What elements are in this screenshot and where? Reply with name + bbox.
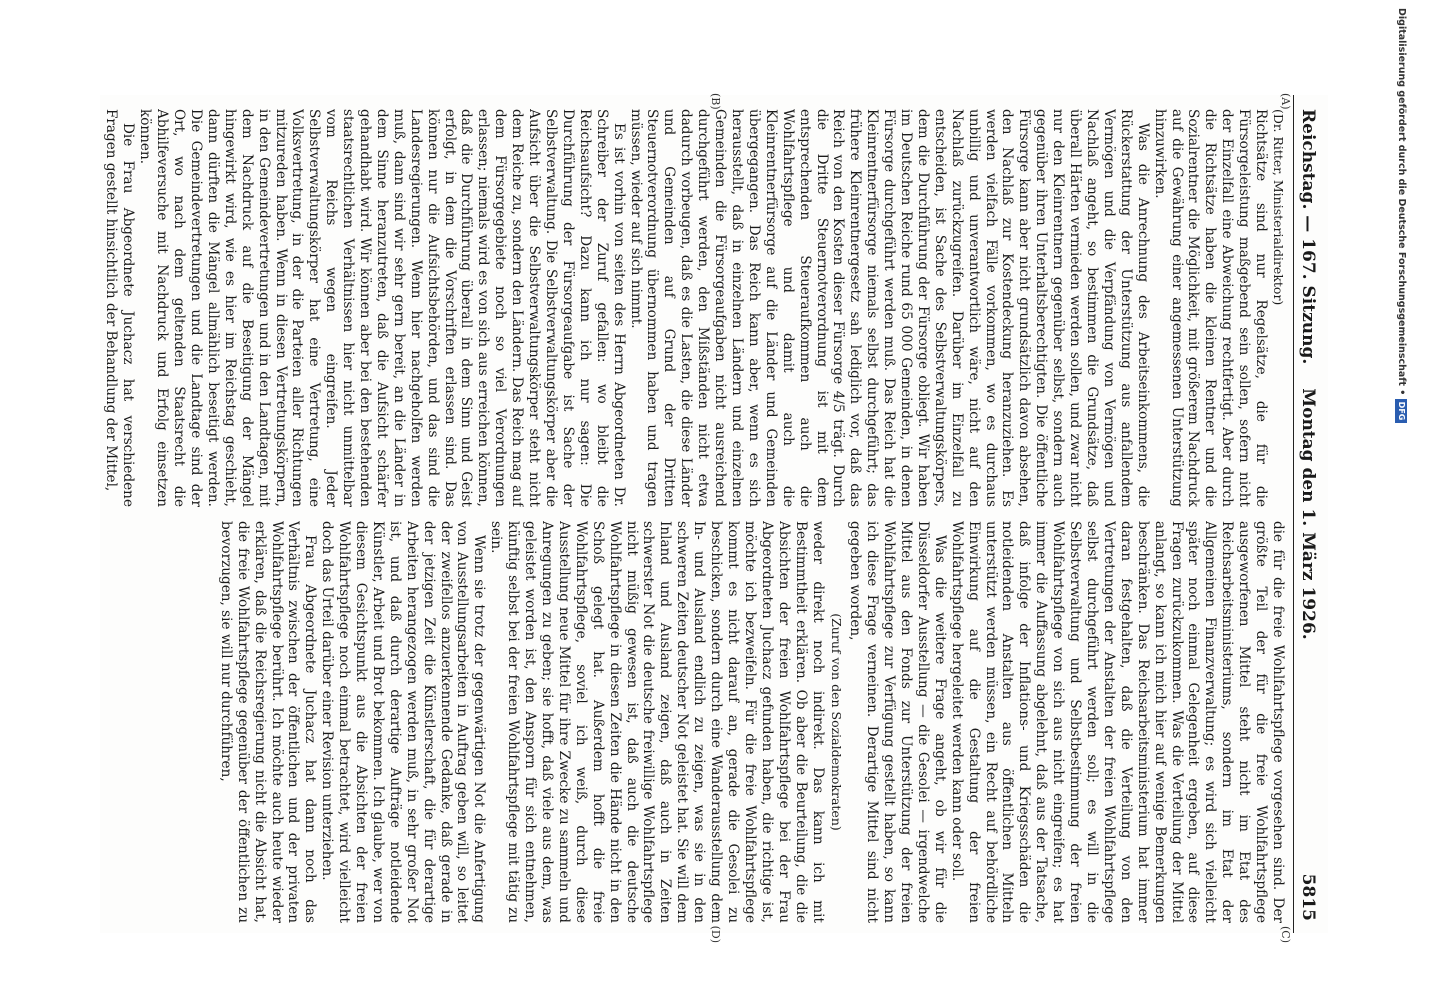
paragraph: Es ist vorhin von seiten des Herrn Abgeordneten Dr. Schreiber der Zuruf gefallen: wo bleibt die Reichsaufsicht? Dazu kann ich nur sagen: Die Durchführung der Fürsorgeaufgabe ist Sache der Selbstverwaltung. Die Selbstverwaltungskörper aber die Aufsicht über die Selbstverwaltungskörper steht nicht dem Reiche zu, sondern den Ländern. Das Reich mag auf dem Fürsorgegebiete noch so viel Verordnungen erlassen; niemals wird es von sich aus erreichen können, daß die Durchführung überall in dem Sinn und Geist erfolgt, in dem die Vorschriften erlassen sind. Das können nur die Aufsichtsbehörden, und das sind die Landesregierungen. Wenn hier nachgeholfen werden muß, dann sind wir sehr gern bereit, an die Länder in dem Sinne heranzutreten, daß die Aufsicht schärfer gehandhabt wird. Wir können aber bei den bestehenden staatsrechtlichen Verhältnissen hier nicht unmittelbar vom Reichs wegen eingreifen. Jeder Selbstverwaltungskörper hat eine Vertretung, eine Volksvertretung, in der die Parteien aller Richtungen mitzureden haben. Wenn in diesen Vertretungskörpern, in den Gemeindevertretungen und in den Landtagen, mit dem Nachdruck auf die Beseitigung der Mängel hingewirkt wird, wie es hier im Reichstag geschieht, dann dürften die Mängel allmählich beseitigt werden. Die Gemeindevertretungen und die Landtage sind der Ort, wo nach dem geltenden Staatsrecht die Abhilfeversuche mit Nachdruck und Erfolg einsetzen können. [137, 109, 627, 507]
margin-marker-c: (C) [1279, 926, 1292, 943]
paragraph: die für die freie Wohlfahrtspflege vorgesehen sind. Der größte Teil der für die freie Wohlfahrtspflege ausgeworfenen Mittel steht nicht im Etat des Reichsarbeitsministeriums, sondern im Etat der Allgemeinen Finanzverwaltung; es wird sich vielleicht später noch einmal Gelegenheit ergeben, auf diese Fragen zurückzukommen. Was die Verteilung der Mittel anlangt, so kann ich mich hier auf wenige Bemerkungen beschränken. Das Reichsarbeitsministerium hat immer daran festgehalten, daß die Verteilung von den Vertretungen der Anstalten der freien Wohlfahrtspflege selbst durchgeführt werden soll; es will in die Selbstverwaltung und Selbstbestimmung der freien Wohlfahrtspflege von sich aus nicht eingreifen; es hat immer die Auffassung abgelehnt, daß aus der Tatsache, daß infolge der Inflations- und Kriegsschäden die notleidenden Anstalten aus öffentlichen Mitteln unterstützt werden müssen, ein Recht auf behördliche Einwirkung auf die Gestaltung der freien Wohlfahrtspflege hergeleitet werden kann oder soll. [948, 521, 1286, 923]
paragraph: Die Frau Abgeordnete Juchacz hat verschiedene Fragen gestellt hinsichtlich der Behandlung der Mittel, [103, 109, 137, 507]
right-column [102, 521, 1286, 923]
header-session: Reichstag. — 167. Sitzung. [1298, 109, 1318, 365]
left-column [102, 109, 1286, 507]
dfg-logo: DFG [1396, 399, 1408, 424]
paragraph: Frau Abgeordnete Juchacz hat dann noch das Verhältnis zwischen der öffentlichen und der privaten Wohlfahrtspflege berührt. Ich möchte auch heute wieder erklären, daß die Reichsregierung nicht die Absicht hat, die freie Wohlfahrtspflege gegenüber der öffentlichen zu bevorzugen, sie will nur durchführen, [217, 521, 319, 923]
paragraph: Richtsätze sind nur Regelsätze, die für die Fürsorgeleistung maßgebend sein sollen, sofern nicht der Einzelfall eine Abweichung rechtfertigt. Aber durch die Richtsätze haben die kleinen Rentner und die Sozialrentner die Möglichkeit, mit größerem Nachdruck auf die Gewährung einer angemessenen Unterstützung hinzuwirken. [1151, 109, 1270, 507]
page-number: 5815 [1298, 873, 1318, 921]
paragraph: Was die Anrechnung des Arbeitseinkommens, die Rückerstattung der Unterstützung aus anfallendem Vermögen und die Verpfändung von Vermögen und Nachlaß angeht, so bestimmen die Grundsätze, daß überall Härten vermieden werden sollen, und zwar nicht nur den Kleinrentnern gegenüber selbst, sondern auch gegenüber ihren Unterhaltsberechtigten. Die öffentliche Fürsorge kann aber nicht grundsätzlich davon absehen, den Nachlaß zur Kostendeckung heranzuziehen. Es werden vielfach Fälle vorkommen, wo es durchaus unbillig und unverantwortlich wäre, nicht auf den Nachlaß zurückzugreifen. Darüber im Einzelfall zu entscheiden, ist Sache des Selbstverwaltungskörpers, dem die Durchführung der Fürsorge obliegt. Wir haben im Deutschen Reiche rund 65 000 Gemeinden, in denen Fürsorge durchgeführt werden muß. Das Reich hat die Kleinrentnerfürsorge niemals selbst durchgeführt; das frühere Kleinrentnergesetz sah lediglich vor, daß das Reich von den Kosten dieser Fürsorge 4/5 trägt. Durch die Dritte Steuernotverordnung ist mit dem entsprechenden Steueraufkommen auch die Wohlfahrtspflege und damit auch die Kleinrentnerfürsorge auf die Länder und Gemeinden übergegangen. Das Reich kann aber, wenn es sich herausstellt, daß in einzelnen Ländern und einzelnen Gemeinden die Fürsorgeaufgaben nicht ausreichend durchgeführt werden, den Mißständen nicht etwa dadurch vorbeugen, daß es die Lasten, die diese Länder und Gemeinden auf Grund der Dritten Steuernotverordnung übernommen haben und tragen müssen, wieder auf sich nimmt. [627, 109, 1151, 507]
paragraph: weder direkt noch indirekt. Das kann ich mit Bestimmtheit erklären. Ob aber die Beurteilung, die die Absichten der freien Wohlfahrtspflege bei der Frau Abgeordneten Juchacz gefunden haben, die richtige ist, möchte ich bezweifeln. Für die freie Wohlfahrtspflege kommt es nicht darauf an, gerade die Gesolei zu beschicken, sondern durch eine Wanderausstellung dem In- und Ausland endlich zu zeigen, was sie in den schweren Zeiten deutscher Not geleistet hat. Sie will dem Inland und Ausland zeigen, daß auch in Zeiten schwerster Not die deutsche freiwillige Wohlfahrtspflege nicht müßig gewesen ist, daß auch die deutsche Wohlfahrtspflege in diesen Zeiten die Hände nicht in den Schoß gelegt hat. Außerdem hofft die freie Wohlfahrtspflege, soviel ich weiß, durch diese Ausstellung neue Mittel für ihre Zwecke zu sammeln und Anregungen zu geben; sie hofft, daß viele aus dem, was geleistet worden ist, den Ansporn für sich entnehmen, künftig selbst bei der freien Wohlfahrtspflege mit tätig zu sein. [488, 521, 826, 923]
paragraph: Wenn sie trotz der gegenwärtigen Not die Anfertigung von Ausstellungsarbeiten in Auftrag geben will, so leitet der zweifellos anzuerkennende Gedanke, daß gerade in der jetzigen Zeit die Künstlerschaft, die für derartige Arbeiten herangezogen werden muß, in sehr großer Not ist, und daß durch derartige Aufträge notleidende Künstler, Arbeit und Brot bekommen. Ich glaube, wer von diesem Gesichtspunkt aus die Absichten der freien Wohlfahrtspflege noch einmal betrachtet, wird vielleicht doch das Urteil darüber einer Revision unterziehen. [319, 521, 488, 923]
speaker-line: (Dr. Ritter, Ministerialdirektor) [1271, 109, 1286, 306]
margin-marker-b: (B) [709, 93, 722, 110]
credit-text: Digitalisierung gefördert durch die Deutsche Forschungsgemeinschaft • [1396, 8, 1407, 396]
document-page [94, 93, 1322, 943]
digitization-credit [1390, 2, 1412, 1008]
paragraph: Was die weitere Frage angeht, ob wir für die Düsseldorfer Ausstellung — die Gesolei — irgendwelche Mittel aus den Fonds zur Unterstützung der freien Wohlfahrtspflege zur Verfügung gestellt haben, so kann ich diese Frage verneinen. Derartige Mittel sind nicht gegeben worden, [847, 521, 948, 923]
header-date: Montag den 1. März 1926. [1298, 388, 1318, 640]
margin-marker-d: (D) [709, 925, 722, 943]
margin-marker-a: (A) [1279, 93, 1292, 110]
interjection: (Zuruf von den Sozialdemokraten) [829, 613, 845, 831]
page-header [1293, 95, 1322, 933]
